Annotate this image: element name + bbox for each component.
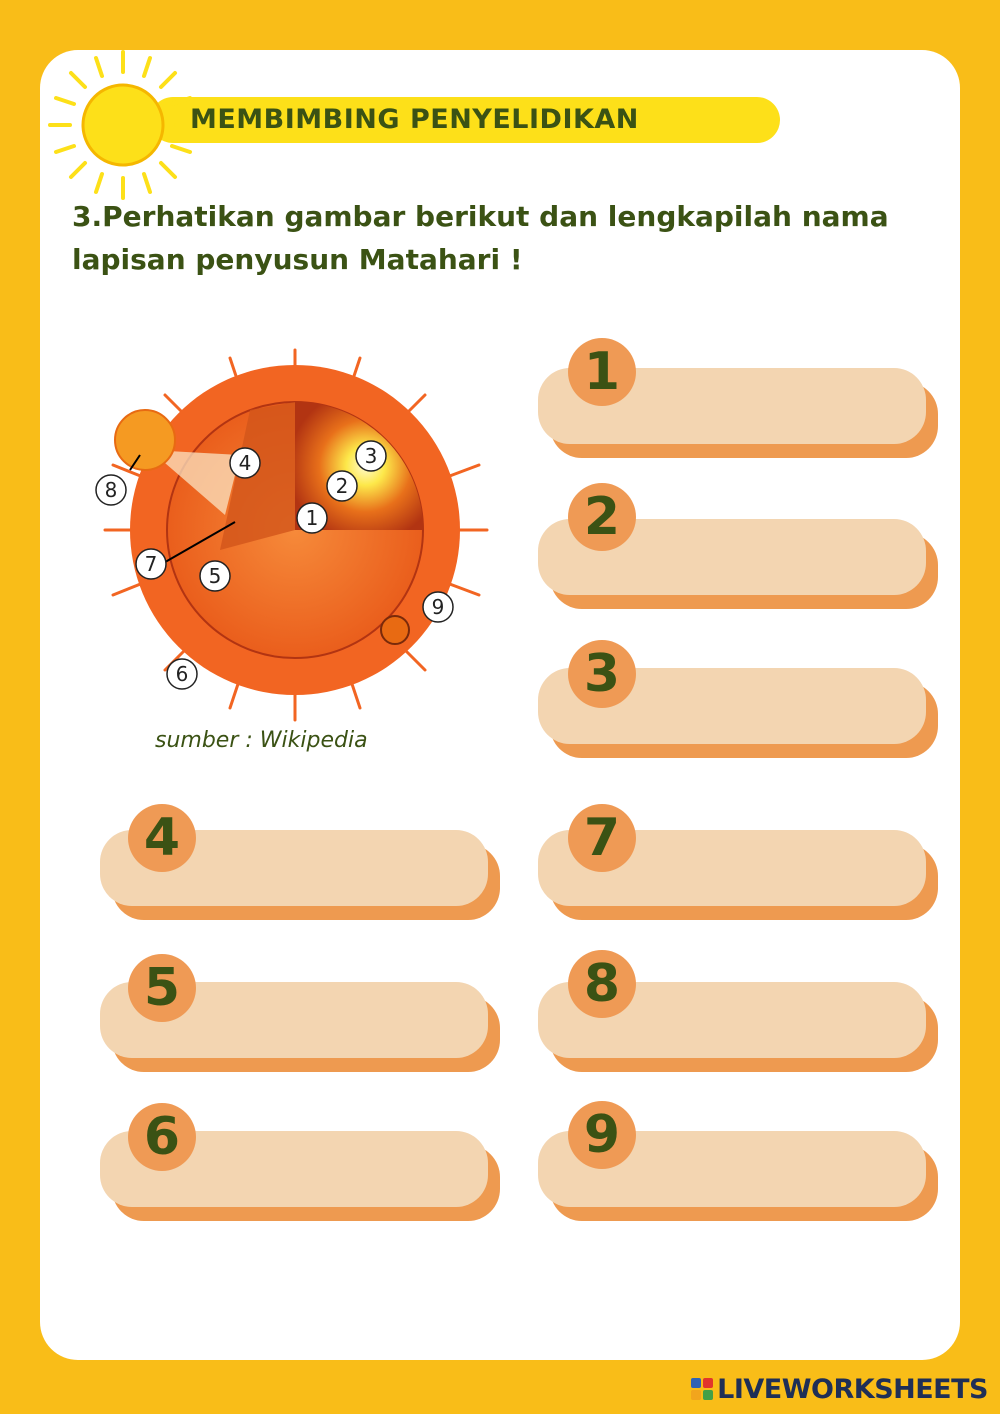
granule-zoom — [115, 410, 175, 470]
svg-text:6: 6 — [175, 662, 189, 686]
footer-brand: LIVEWORKSHEETS — [717, 1373, 988, 1405]
answer-1 — [538, 342, 938, 460]
label-5 — [200, 561, 230, 591]
label-2 — [327, 471, 357, 501]
logo-blocks-icon — [691, 1378, 713, 1400]
number-badge-6: 6 — [128, 1103, 196, 1171]
number-badge-3: 3 — [568, 640, 636, 708]
number-badge-2: 2 — [568, 483, 636, 551]
liveworksheets-logo — [691, 1372, 988, 1406]
svg-text:9: 9 — [431, 595, 445, 619]
label-4 — [230, 448, 260, 478]
svg-text:1: 1 — [305, 506, 319, 530]
answer-2 — [538, 487, 938, 611]
number-badge-1: 1 — [568, 338, 636, 406]
label-9 — [423, 592, 453, 622]
label-7 — [136, 549, 166, 579]
page-heading: MEMBIMBING PENYELIDIKAN — [190, 104, 639, 135]
sun-icon — [48, 50, 198, 200]
svg-text:3: 3 — [364, 444, 378, 468]
number-badge-9: 9 — [568, 1101, 636, 1169]
answer-4 — [100, 808, 500, 922]
number-badge-5: 5 — [128, 954, 196, 1022]
question-text: 3.Perhatikan gambar berikut dan lengkapilah nama lapisan penyusun Matahari ! — [72, 200, 889, 276]
svg-text:4: 4 — [238, 451, 252, 475]
label-3 — [356, 441, 386, 471]
answer-8 — [538, 954, 938, 1074]
label-8 — [96, 475, 126, 505]
number-badge-4: 4 — [128, 804, 196, 872]
answer-6 — [100, 1107, 500, 1223]
sun-layers-diagram — [95, 340, 495, 730]
svg-text:2: 2 — [335, 474, 349, 498]
label-1 — [297, 503, 327, 533]
svg-text:5: 5 — [208, 564, 222, 588]
sunspot-prominence — [381, 616, 409, 644]
number-badge-8: 8 — [568, 950, 636, 1018]
number-badge-7: 7 — [568, 804, 636, 872]
answer-3 — [538, 644, 938, 760]
svg-text:7: 7 — [144, 552, 158, 576]
label-6 — [167, 659, 197, 689]
svg-text:8: 8 — [104, 478, 118, 502]
answer-5 — [100, 958, 500, 1074]
answer-9 — [538, 1105, 938, 1223]
answer-7 — [538, 808, 938, 922]
image-source-caption: sumber : Wikipedia — [155, 728, 368, 753]
